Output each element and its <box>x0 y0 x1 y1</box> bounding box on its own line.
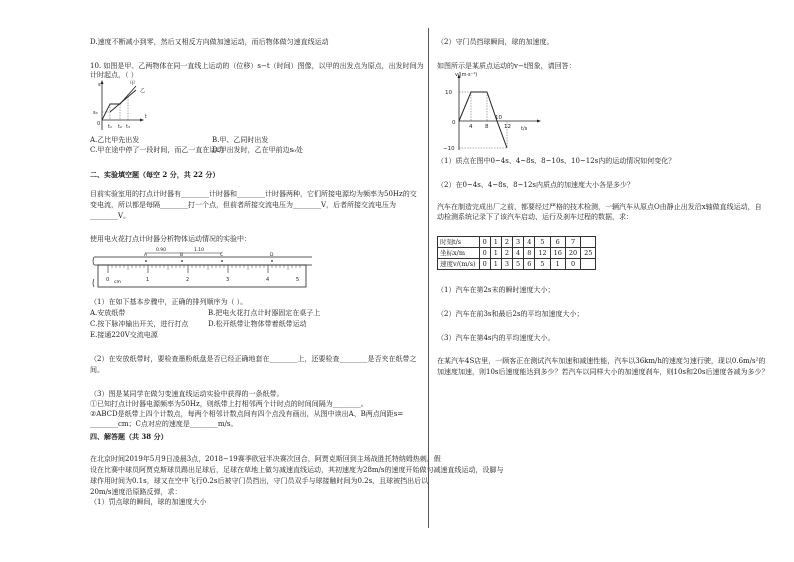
dim-label-1-10: 1.10 <box>194 248 205 253</box>
q12-opt-a: A.安放纸带 <box>90 309 126 317</box>
st-t-arrow <box>140 119 144 122</box>
tape-label-c: C <box>220 253 224 258</box>
q14-sub1: （1）质点在图中0~4s、4~8s、8~10s、10~12s内的运动情况如何变化？ <box>437 157 676 165</box>
st-t1-label: t₁ <box>108 124 112 130</box>
table-cell: 0 <box>479 237 490 248</box>
vt-tick-8: 8 <box>485 124 489 130</box>
q12-sub3-line4: ________cm；C点对应的速度是________m/s。 <box>90 420 238 428</box>
table-cell: 5 <box>535 259 550 270</box>
table-cell: 6 <box>550 237 565 248</box>
q10-option-a: A.乙比甲先出发 <box>90 136 140 144</box>
q11-line3: ________V。 <box>90 212 131 220</box>
tape-label-b: B <box>180 253 184 258</box>
q14-sub2: （2）在0~4s、4~8s、8~12s内质点的加速度大小各是多少？ <box>437 181 635 189</box>
vt-t-arrow <box>537 120 541 123</box>
st-t-label: t <box>145 114 147 120</box>
q15-line2: 动检测系统记录下了该汽车启动、运行及刹车过程的数据，求： <box>437 213 633 221</box>
st-yi-label: 乙 <box>140 88 146 94</box>
q12-opt-b: B.把电火花打点计时器固定在桌子上 <box>208 309 321 317</box>
st-graph <box>90 78 170 136</box>
q10-option-b: B.甲、乙同时出发 <box>212 136 269 144</box>
q12-sub2-line2: 间。 <box>90 366 104 374</box>
ruler-num-3: 3 <box>226 277 230 283</box>
table-cell: 8 <box>524 248 535 259</box>
table-cell: 12 <box>535 248 550 259</box>
table-cell: 0 <box>479 259 490 270</box>
vt-tick-4: 4 <box>469 124 473 130</box>
ruler-num-4: 4 <box>266 277 270 283</box>
q13-line2: 设在比赛中球员阿贾克斯球员踢出足球后，足球在草地上做匀减速直线运动，其初速度为28m/s的速度开始做匀减速直线运动，设脚与 <box>90 466 504 474</box>
table-cell: 16 <box>550 248 565 259</box>
ruler-num-1: 1 <box>146 277 150 283</box>
table-cell: 6 <box>524 259 535 270</box>
ruler-ticks <box>108 265 300 273</box>
q13-line4: 20m/s速度沿原路反弹，求： <box>90 488 182 496</box>
q16-line2: 加速度加速，则10s后速度能达到多少？若汽车以同样大小的加速度刹车，则10s和20s后速度各减为多少？ <box>437 368 769 376</box>
ruler-num-5: 5 <box>296 277 300 283</box>
st-s0-label: s₀ <box>93 110 98 116</box>
q12-sub3-line1: （3）图是某同学在做匀变速直线运动实验中获得的一条纸带。 <box>90 390 284 398</box>
table-cell: 坐标x/m <box>438 248 480 259</box>
table-cell: 1 <box>550 259 565 270</box>
q12-sub3-line3: ②ABCD是纸带上四个计数点，每两个相邻计数点间有四个点没有画出，从图中读出A、B两点间距s= <box>90 410 404 418</box>
vt-graph <box>439 72 549 154</box>
q11-line2: 变电流，所以都是每隔________打一个点，但前者所接交流电压为________V，后者所接交流电压为 <box>90 201 397 209</box>
table-cell: 0 <box>479 248 490 259</box>
table-cell: 0 <box>565 259 580 270</box>
q10-option-c: C.甲在途中停了一段时间，而乙一直在运动 <box>90 146 224 154</box>
table-cell: 3 <box>501 259 512 270</box>
tape-point-d <box>271 260 273 262</box>
q13-line3: 球作用时间为0.1s，球又在空中飞行0.2s后被守门员挡出，守门员双手与球接触时间为0.2s，且球被挡出后以 <box>90 477 429 485</box>
table-cell: 20 <box>565 248 580 259</box>
q13-line1: 在北京时间2019年5月9日凌晨3点，2018−19赛季欧冠半决赛次回合，阿贾克斯回到主场战胜托特纳姆热刺。假 <box>90 455 441 463</box>
table-cell: 3 <box>513 237 524 248</box>
q11-line1: 目前实验室用的打点计时器有________计时器和________计时器两种，它们所接电源均为频率为50Hz的交 <box>90 190 417 198</box>
q15-sub1: （1）汽车在第2s末的瞬时速度大小； <box>437 286 555 294</box>
tape-left-curl <box>93 257 94 265</box>
table-cell: 4 <box>513 248 524 259</box>
st-s-arrow <box>101 80 104 84</box>
q12-sub1: （1）在如下基本步骤中，正确的排列顺序为（ ）。 <box>90 298 248 306</box>
tape-point-a <box>145 260 147 262</box>
tape-label-d: D <box>270 253 274 258</box>
table-cell: 5 <box>513 259 524 270</box>
q13-sub2: （2）守门员挡球瞬间，球的加速度。 <box>437 38 554 46</box>
table-cell: 1 <box>490 248 501 259</box>
q12-sub2-line1: （2）在安放纸带时，要检查墨粉纸盘是否已经正确地套在________上，还要检查________是否夹在纸带之 <box>90 355 417 363</box>
ruler-num-2: 2 <box>186 277 190 283</box>
table-cell: 时刻t/s <box>438 237 480 248</box>
vt-tick-0: 0 <box>452 120 456 126</box>
tape-point-c <box>221 260 223 262</box>
motion-data-table <box>437 236 596 270</box>
table-cell: 4 <box>524 237 535 248</box>
q12-opt-d: D.松开纸带让物体带着纸带运动 <box>208 320 307 328</box>
section4-title: 四、解答题（共 38 分） <box>90 432 168 441</box>
ruler-num-0: 0 <box>106 277 110 283</box>
table-cell: 2 <box>501 248 512 259</box>
q13-sub1: （1）罚点球的瞬间，球的加速度大小 <box>90 498 207 506</box>
st-t3-label: t₃ <box>126 124 130 130</box>
q15-sub3: （3）汽车在第4s内的平均速度大小。 <box>437 334 555 342</box>
st-origin-label: 0 <box>97 121 101 127</box>
st-line-jia <box>102 86 136 120</box>
table-cell: 7 <box>565 237 580 248</box>
st-s-label: s <box>98 82 101 88</box>
q12-opt-c: C.按下脉冲输出开关，进行打点 <box>90 320 189 328</box>
table-cell <box>581 259 596 270</box>
table-row <box>438 248 596 259</box>
ruler-diagram <box>92 245 314 291</box>
st-line-yi <box>110 90 136 112</box>
q10-stem-line1: 10. 如图是甲、乙两物体在同一直线上运动的（位移）s−t（时间）图像，以甲的出发点为原点，出发时间为 <box>90 62 424 70</box>
ruler-body <box>98 265 306 287</box>
q14-intro: 如图所示是某质点运动的v−t图象，请回答： <box>437 62 576 70</box>
table-cell: 5 <box>535 237 550 248</box>
q12-intro: 使用电火花打点计时器分析物体运动情况的实验中： <box>90 235 251 243</box>
table-cell: 1 <box>490 259 501 270</box>
table-cell <box>581 237 596 248</box>
table-cell: 2 <box>501 237 512 248</box>
column-divider <box>428 28 429 528</box>
tape-point-b <box>181 260 183 262</box>
q16-line1: 在某汽车4S店里，一顾客正在测试汽车加速和减速性能，汽车以36km/h的速度匀速行驶，现以0.6m/s²的 <box>437 357 766 365</box>
ruler-unit-cm: cm <box>114 280 121 285</box>
table-row <box>438 237 596 248</box>
vt-tick-10: 10 <box>445 90 452 96</box>
tape-label-a: A <box>144 253 148 258</box>
vt-tick-12: 12 <box>504 124 511 130</box>
st-jia-label: 甲 <box>130 81 136 87</box>
dim-label-0-90: 0.90 <box>156 248 167 253</box>
q15-line1: 汽车在制造完成出厂之前，都要经过严格的技术检测，一辆汽车从原点O由静止出发沿x轴做直线运动，自 <box>437 203 762 211</box>
table-cell: 25 <box>581 248 596 259</box>
table-cell: 速度v/(m/s) <box>438 259 480 270</box>
q9-option-d: D.速度不断减小到零，然后又相反方向做加速运动，而后物体做匀速直线运动 <box>90 38 329 46</box>
q15-sub2: （2）汽车在前3s和最后2s的平均加速度大小； <box>437 310 584 318</box>
vt-tick-10x: 10 <box>495 115 502 121</box>
vt-y-axis-label: v/(m·s⁻¹) <box>455 72 478 78</box>
q12-sub3-line2: ①已知打点计时器电源频率为50Hz，则纸带上打相邻两个计时点的时间间隔为________。 <box>90 400 368 408</box>
table-row <box>438 259 596 270</box>
st-t2-label: t₂ <box>118 124 122 130</box>
vt-t-axis-label: t/s <box>521 126 528 132</box>
table-cell: 1 <box>490 237 501 248</box>
q10-option-d: D.甲出发时，乙在甲前边s₀处 <box>212 146 303 154</box>
section3-title: 二、实验填空题（每空 2 分，共 22 分） <box>90 170 220 179</box>
vt-tick-neg10: −10 <box>443 146 455 152</box>
q10-stem-line2: 计时起点，（ ） <box>90 71 138 79</box>
tape-left-curl-bottom <box>93 279 94 287</box>
q12-opt-e: E.接通220V交流电源 <box>90 331 158 339</box>
